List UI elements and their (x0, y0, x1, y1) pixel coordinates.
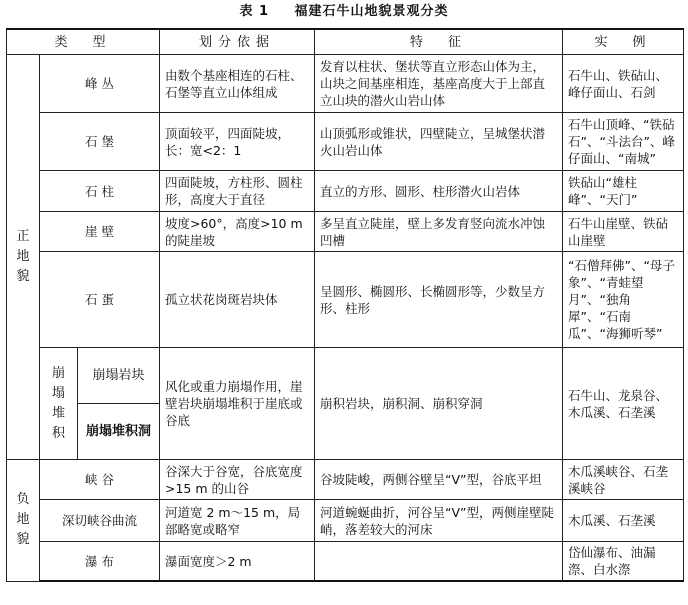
header-feature: 特 征 (315, 29, 563, 55)
basis-cell: 孤立状花岗斑岩块体 (160, 252, 315, 348)
example-cell: 铁砧山“雄柱峰”、“天门” (563, 171, 684, 212)
table-row (7, 171, 684, 212)
header-row (7, 29, 684, 55)
table-title: 福建石牛山地貌景观分类 (294, 4, 449, 19)
basis-cell: 顶面较平，四面陡坡，长：宽<2：1 (160, 113, 315, 171)
table-row (7, 542, 684, 582)
example-cell: 石牛山、铁砧山、峰仔面山、石剑 (563, 55, 684, 113)
table-row (7, 348, 684, 404)
type-cell: 崩塌岩块 (78, 348, 160, 404)
example-cell: 木瓜溪峡谷、石垄溪峡谷 (563, 460, 684, 500)
type-cell: 石 蛋 (40, 252, 160, 348)
header-basis: 划分依据 (160, 29, 315, 55)
feature-cell: 直立的方形、圆形、柱形潜火山岩体 (315, 171, 563, 212)
example-cell: “石僧拜佛”、“母子象”、“青蛙望月”、“独角犀”、“石南瓜”、“海狮听琴” (563, 252, 684, 348)
table-caption (0, 0, 688, 28)
feature-cell: 崩积岩块，崩积洞、崩积穿洞 (315, 348, 563, 460)
group-negative-label: 负地貌 (16, 492, 30, 548)
type-cell: 石 柱 (40, 171, 160, 212)
table-row (7, 500, 684, 542)
feature-cell: 河道蜿蜒曲折，河谷呈“V”型，两侧崖壁陡峭，落差较大的河床 (315, 500, 563, 542)
table-row (7, 113, 684, 171)
example-cell: 岱仙瀑布、油漏漈、白水漈 (563, 542, 684, 582)
group-collapse-cell (40, 348, 78, 460)
basis-cell: 河道宽 2 m～15 m，局部略宽或略窄 (160, 500, 315, 542)
type-cell: 崩塌堆积洞 (78, 404, 160, 460)
type-cell: 崖 壁 (40, 212, 160, 252)
header-type: 类 型 (7, 29, 160, 55)
feature-cell: 山顶弧形或锥状，四壁陡立，呈城堡状潜火山岩山体 (315, 113, 563, 171)
type-cell: 峰 丛 (40, 55, 160, 113)
type-cell: 深切峡谷曲流 (40, 500, 160, 542)
example-cell: 石牛山顶峰、“铁砧石”、“斗法台”、峰仔面山、“南城” (563, 113, 684, 171)
table-row (7, 460, 684, 500)
feature-cell (315, 542, 563, 582)
header-example: 实 例 (563, 29, 684, 55)
feature-cell: 谷坡陡峻，两侧谷壁呈“V”型，谷底平坦 (315, 460, 563, 500)
table-row (7, 212, 684, 252)
table-row (7, 55, 684, 113)
type-cell: 石 堡 (40, 113, 160, 171)
feature-cell: 多呈直立陡崖，壁上多发育竖向流水冲蚀凹槽 (315, 212, 563, 252)
landform-classification-table (6, 28, 684, 582)
feature-cell: 呈圆形、椭圆形、长椭圆形等，少数呈方形、柱形 (315, 252, 563, 348)
group-negative-cell (7, 460, 40, 582)
basis-cell: 由数个基座相连的石柱、石堡等直立山体组成 (160, 55, 315, 113)
table-row (7, 252, 684, 348)
example-cell: 石牛山、龙泉谷、木瓜溪、石垄溪 (563, 348, 684, 460)
basis-cell: 谷深大于谷宽，谷底宽度>15 m 的山谷 (160, 460, 315, 500)
example-cell: 木瓜溪、石垄溪 (563, 500, 684, 542)
type-cell: 瀑 布 (40, 542, 160, 582)
basis-cell: 风化或重力崩塌作用，崖壁岩块崩塌堆积于崖底或谷底 (160, 348, 315, 460)
group-positive-label: 正地貌 (16, 229, 30, 284)
group-collapse-label: 崩塌堆积 (51, 365, 65, 441)
example-cell: 石牛山崖壁、铁砧山崖壁 (563, 212, 684, 252)
table-number: 表 1 (239, 4, 270, 19)
type-cell: 峡 谷 (40, 460, 160, 500)
feature-cell: 发育以柱状、堡状等直立形态山体为主，山块之间基座相连，基座高度大于上部直立山块的潜火山岩山体 (315, 55, 563, 113)
basis-cell: 瀑面宽度＞2 m (160, 542, 315, 582)
basis-cell: 坡度>60°，高度>10 m 的陡崖坡 (160, 212, 315, 252)
group-positive-cell (7, 55, 40, 460)
basis-cell: 四面陡坡，方柱形、圆柱形，高度大于直径 (160, 171, 315, 212)
